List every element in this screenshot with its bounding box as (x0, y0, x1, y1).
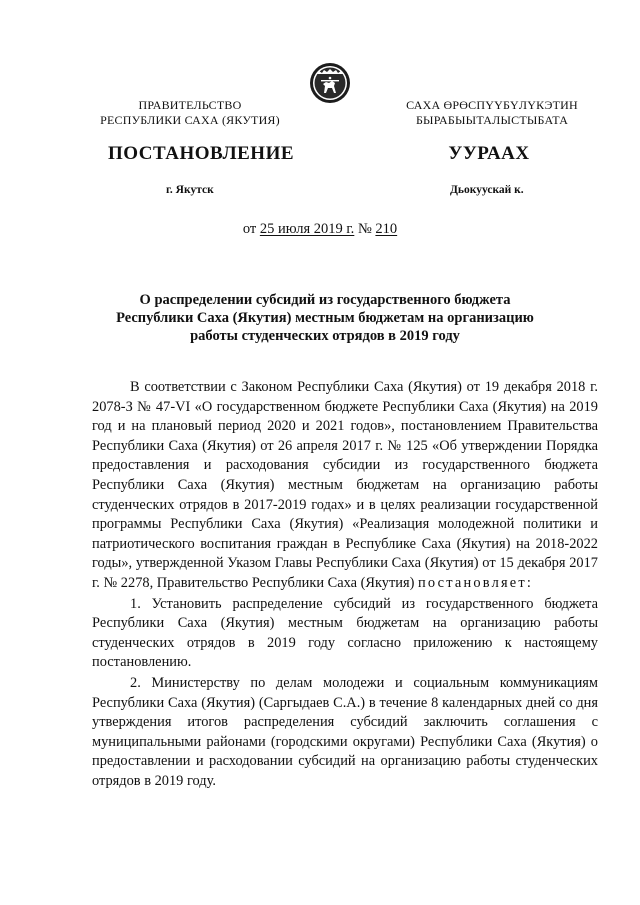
subject-line-2: Республики Саха (Якутия) местным бюджетам на организацию (116, 310, 534, 326)
city-dyokuuskai: Дьокуускай к. (450, 184, 524, 196)
header-right-block (382, 98, 602, 128)
date-prefix: от (242, 221, 257, 237)
item-2-paragraph: 2. Министерству по делам молодежи и социальным коммуникациям Республики Саха (Якутия) (Саргыдаев С.А.) в течение 8 календарных дней со дня утверждения итогов распределения субсидий заключить соглашения с муниципальными районами (городскими округами) Республики Саха (Якутия) о предоставлении и расходовании субсидий на организацию работы студенческих отрядов в 2019 году. (92, 674, 598, 789)
decree-number: 210 (375, 221, 398, 237)
title-uuraakh: УУРААХ (448, 143, 530, 164)
city-yakutsk: г. Якутск (166, 184, 214, 196)
subject-line-1: О распределении субсидий из государственного бюджета (139, 292, 511, 308)
preamble-text: В соответствии с Законом Республики Саха (Якутия) от 19 декабря 2018 г. 2078-З № 47-VI «О государственном бюджете Республики Саха (Якутия) на 2019 год и на плановый период 2020 и 2021 годов», постановлением Правительства Республики Саха (Якутия) от 26 апреля 2017 г. № 125 «Об утверждении Порядка предоставления и расходования субсидии из государственного бюджета Республики Саха (Якутия) местным бюджетам на организацию работы студенческих отрядов в 2017-2019 годах» и в целях реализации государственной программы Республики Саха (Якутия) «Реализация молодежной политики и патриотического воспитания граждан в Республике Саха (Якутия) на 2018-2022 годы», утвержденной Указом Главы Республики Саха (Якутия) от 15 декабря 2017 г. № 2278, Правительство Республики Саха (Якутия) (92, 379, 598, 591)
header-right-line-2: БЫРАБЫЫТАЛЫСТЫБАТА (415, 113, 569, 127)
decree-dateline (0, 221, 640, 238)
decree-subject (80, 291, 570, 345)
preamble-paragraph (92, 378, 598, 594)
title-postanovlenie: ПОСТАНОВЛЕНИЕ (108, 143, 295, 164)
header-left-line-2: РЕСПУБЛИКИ САХА (ЯКУТИЯ) (100, 113, 280, 127)
subject-line-3: работы студенческих отрядов в 2019 году (190, 328, 460, 344)
decree-word: постановляет: (418, 574, 534, 591)
number-sign: № (357, 221, 372, 237)
header-left-line-1: ПРАВИТЕЛЬСТВО (138, 98, 242, 112)
coat-of-arms-yakutia-icon (309, 62, 351, 104)
header-left-block (80, 98, 300, 128)
decree-body (92, 378, 598, 791)
header-right-line-1: САХА ӨРӨСПҮҮБҮЛҮКЭТИН (406, 98, 578, 112)
decree-date: 25 июля 2019 г. (259, 221, 355, 237)
item-1-paragraph: 1. Установить распределение субсидий из государственного бюджета Республики Саха (Якутия) местным бюджетам на организацию работы студенческих отрядов в 2019 году согласно приложению к настоящему постановлению. (92, 595, 598, 671)
